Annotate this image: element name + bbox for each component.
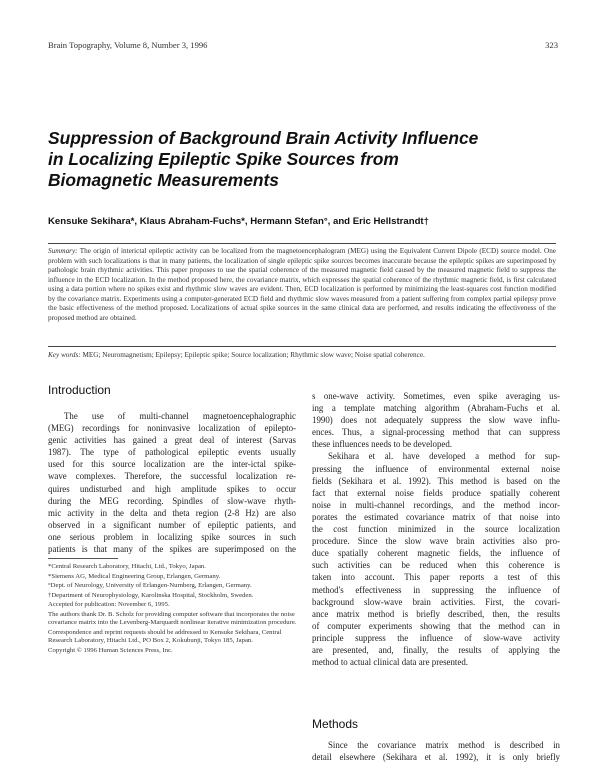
keywords-text: MEG; Neuromagnetism; Epilepsy; Epileptic spike; Source localization; Rhythmic slow wave; Noise spatial coherence. xyxy=(82,351,425,359)
text-line: procedure. Since the slow wave brain activities also pro- xyxy=(312,536,560,547)
text-line: 1990) does not adequately suppress the slow wave influ- xyxy=(312,415,560,426)
text-line: porates the estimated covariance matrix of that noise into xyxy=(312,511,560,522)
text-line: background slow-wave brain activities. First, the covari- xyxy=(312,596,560,607)
footnote: Accepted for publication: November 6, 1995. xyxy=(48,601,170,608)
text-line: method to actual clinical data are presented. xyxy=(312,657,468,668)
keywords-label: Key words: xyxy=(48,351,81,359)
abstract xyxy=(48,247,556,323)
abstract-bottom-rule xyxy=(48,346,556,347)
text-line: noise in multi-channel recordings, and the method incor- xyxy=(312,499,560,510)
text-line: pressing the influence of environmental external noise xyxy=(312,463,560,474)
methods-column xyxy=(312,739,560,763)
author-list: Kensuke Sekihara*, Klaus Abraham-Fuchs*, Hermann Stefan°, and Eric Hellstrandt† xyxy=(48,216,429,227)
text-line: principle suppress the influence of slow-wave activity xyxy=(312,632,560,643)
text-line: duce spatially coherent magnetic fields, the influence of xyxy=(312,548,560,559)
text-line: fact that external noise fields produce spatially coherent xyxy=(312,487,560,498)
text-line: Since the covariance matrix method is described in xyxy=(328,740,560,750)
text-line: one serious problem in localizing spike sources in such xyxy=(48,531,296,542)
introduction-heading: Introduction xyxy=(48,383,111,397)
footnotes xyxy=(48,563,298,656)
text-line: quires undisturbed and high amplitude spikes to occur xyxy=(48,483,296,494)
text-line: used for this source localization are the inter-ictal spike- xyxy=(48,459,296,470)
footnote: *Central Research Laboratory, Hitachi, Ltd., Tokyo, Japan. xyxy=(48,563,206,570)
footnote: °Dept. of Neurology, University of Erlangen-Nurnberg, Erlangen, Germany. xyxy=(48,582,252,589)
footnote: †Department of Neurophysiology, Karolinska Hospital, Stockholm, Sweden. xyxy=(48,591,254,599)
introduction-left-column xyxy=(48,410,296,555)
text-line: ance matrix method is briefly described, then, the results xyxy=(312,608,560,619)
text-line: method's effectiveness in suppressing the influence of xyxy=(312,584,560,595)
text-line: genic activities has gained a great deal of interest (Sarvas xyxy=(48,435,296,446)
footnote: Correspondence and reprint requests should be addressed to Kensuke Sekihara, Central Research Laboratory, Hitachi Ltd., PO Box 2, Kokubunji, Tokyo 185, Japan. xyxy=(48,628,282,644)
text-line: during the MEG recording. Spindles of slow-wave rhyth- xyxy=(48,495,296,506)
text-line: taken into account. This paper reports a test of this xyxy=(312,572,560,583)
text-line: these influences needs to be developed. xyxy=(312,439,452,450)
footnote: The authors thank Dr. B. Scholz for providing computer software that incorporates the noise covariance matrix into the Levenberg-Marquardt nonlinear iterative minimization procedure. xyxy=(48,610,297,626)
introduction-right-column xyxy=(312,390,560,668)
text-line: such activities can be reduced when this coherence is xyxy=(312,560,560,571)
page-number: 323 xyxy=(545,40,558,50)
text-line: of computer experiments showing that the method can in xyxy=(312,620,560,631)
text-line: ing a template matching algorithm (Abraham-Fuchs et al. xyxy=(312,403,560,414)
text-line: (MEG) recordings for noninvasive localization of epilepto- xyxy=(48,423,296,434)
text-line: The use of multi-channel magnetoencephalographic xyxy=(64,411,296,421)
footnote: *Siemens AG, Medical Engineering Group, Erlangen, Germany. xyxy=(48,572,221,580)
footnote: Copyright © 1996 Human Sciences Press, Inc. xyxy=(48,646,173,654)
text-line: detail elsewhere (Sekihara et al. 1992), it is only briefly xyxy=(312,752,560,763)
methods-heading: Methods xyxy=(312,717,359,731)
text-line: Sekihara et al. have developed a method for sup- xyxy=(328,451,560,462)
keywords xyxy=(48,351,556,360)
text-line: wave complexes. Therefore, the successful localization re- xyxy=(48,471,296,482)
running-head: Brain Topography, Volume 8, Number 3, 1996 xyxy=(48,40,208,50)
article-title: Suppression of Background Brain Activity Influence in Localizing Epileptic Spike Sources from Biomagnetic Measurements xyxy=(48,128,479,190)
text-line: mic activity in the delta and theta region (2-8 Hz) are also xyxy=(48,507,296,518)
text-line: ences. Thus, a signal-processing method that can suppress xyxy=(312,427,560,438)
footnote-rule xyxy=(48,558,118,559)
abstract-text: The origin of interictal epileptic activity can be localized from the magnetoencephalogram (MEG) using the Equivalent Current Dipole (ECD) source model. One problem with such localizations is that in many patients, the localization of single epileptic spike sources becomes inaccurate because the epileptic spikes are superimposed by pathologic brain rhythmic activities. This paper proposes to use the spatial coherence of the measured magnetic field caused by the measured magnetic field to suppress the influence in the ECD localization. In the method proposed here, the covariance matrix, which expresses the spatial coherence of the rhythmic magnetic field, is first calculated using a data portion where no spikes exist and rhythmic slow waves are evident. Then, ECD localization is performed by minimizing the least-squares cost function modified by the covariance matrix. Experiments using a computer-generated ECD field and rhythmic slow waves measured from a patient suffering from complex partial epilepsy prove the basic effectiveness of the method proposed. Localizations of actual spike sources in the same clinical data are performed, and results indicating the effectiveness of the proposed method are obtained. xyxy=(48,247,556,322)
abstract-label: Summary: xyxy=(48,247,78,255)
text-line: patients is that many of the spikes are superimposed on the xyxy=(48,544,296,555)
text-line: fields (Sekihara et al. 1992). This method is based on the xyxy=(312,475,560,486)
text-line: the cost function minimized in the source localization xyxy=(312,524,560,535)
text-line: observed in a significant number of epileptic patients, and xyxy=(48,519,296,530)
abstract-top-rule xyxy=(48,243,556,244)
text-line: s one-wave activity. Sometimes, even spike averaging us- xyxy=(312,391,560,401)
text-line: 1987). The type of pathological epileptic events usually xyxy=(48,447,296,458)
text-line: are presented, and, finally, the results of applying the xyxy=(312,644,560,655)
